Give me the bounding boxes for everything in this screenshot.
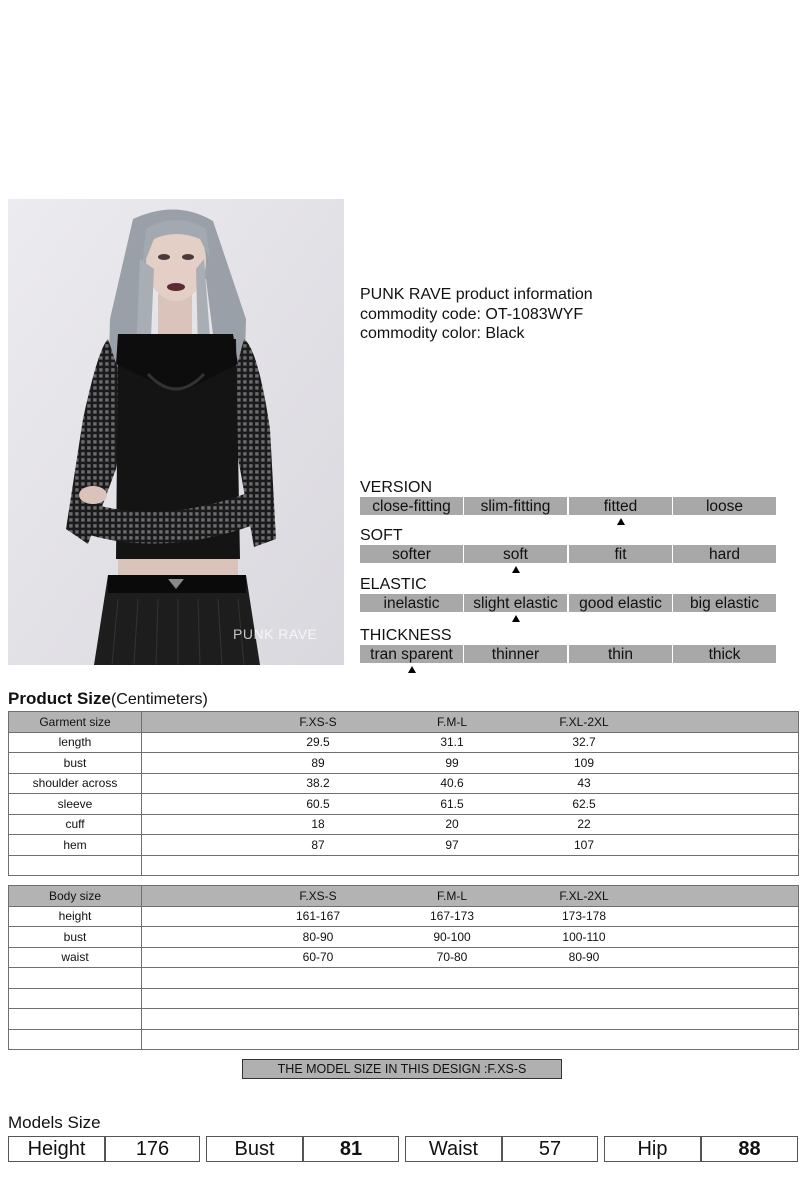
table-cell: 61.5 [440, 796, 464, 811]
info-color-line: commodity color: Black [360, 325, 525, 342]
row-label-cell: waist [9, 947, 142, 968]
attr-option: fitted [569, 497, 672, 515]
table-row [9, 814, 799, 835]
attr-option: softer [360, 545, 463, 563]
attr-option: big elastic [673, 594, 776, 612]
product-size-title [8, 689, 208, 709]
row-values-cell [142, 855, 799, 876]
row-values-cell [142, 773, 799, 794]
attr-elastic [360, 576, 759, 614]
attr-title: THICKNESS [360, 627, 452, 644]
table-cell: 38.2 [306, 776, 330, 791]
table-cell: 62.5 [572, 796, 596, 811]
attr-title: SOFT [360, 527, 403, 544]
column-header: F.XL-2XL [559, 714, 609, 729]
row-values-cell [142, 1029, 799, 1050]
table-cell: 32.7 [572, 735, 596, 750]
model-hip-value: 88 [701, 1136, 798, 1162]
row-values-cell [142, 968, 799, 989]
column-header: F.M-L [437, 714, 467, 729]
table-row [9, 773, 799, 794]
attr-option: close-fitting [360, 497, 463, 515]
table-cell: 60-70 [302, 950, 334, 965]
selected-marker [408, 666, 416, 673]
attr-version [360, 479, 744, 517]
row-label-cell [9, 988, 142, 1009]
column-header: F.XL-2XL [559, 888, 609, 903]
row-label-cell: hem [9, 835, 142, 856]
table-cell: 31.1 [440, 735, 464, 750]
attr-option: hard [673, 545, 776, 563]
table-cell: 60.5 [306, 796, 330, 811]
table-cell: 109 [573, 755, 595, 770]
table-cell: 29.5 [306, 735, 330, 750]
body-size-table [8, 885, 799, 1050]
row-label-cell [9, 855, 142, 876]
info-code-line: commodity code: OT-1083WYF [360, 305, 584, 323]
table-cell: 80-90 [302, 929, 334, 944]
table-cell: 20 [445, 817, 459, 832]
table-cell: 90-100 [433, 929, 471, 944]
selected-marker [617, 518, 625, 525]
product-info [360, 285, 593, 344]
table-row [9, 1009, 799, 1030]
attr-option: soft [464, 545, 567, 563]
row-values-cell [142, 947, 799, 968]
row-label-cell: length [9, 732, 142, 753]
row-values-cell [142, 988, 799, 1009]
table-cell: 161-167 [295, 909, 341, 924]
table-cell: 107 [573, 837, 595, 852]
attr-option: thinner [464, 645, 567, 663]
row-label-cell: bust [9, 753, 142, 774]
selected-marker [512, 615, 520, 622]
column-header: F.XS-S [299, 714, 337, 729]
photo-watermark: PUNK RAVE [233, 626, 318, 642]
column-header: F.XS-S [299, 888, 337, 903]
attr-option: slight elastic [464, 594, 567, 612]
product-size-heading: Product Size [8, 689, 111, 708]
model-hip-label: Hip [604, 1136, 701, 1162]
models-size-title: Models Size [8, 1113, 101, 1132]
table-cell: 70-80 [436, 950, 468, 965]
table-header-row [9, 712, 799, 733]
row-values-cell [142, 835, 799, 856]
row-label-cell: height [9, 906, 142, 927]
table-row [9, 906, 799, 927]
row-label-cell: bust [9, 927, 142, 948]
table-row [9, 794, 799, 815]
table-row [9, 732, 799, 753]
model-waist-value: 57 [502, 1136, 598, 1162]
garment-size-table [8, 711, 799, 876]
garment-table-body [9, 712, 799, 876]
table-row [9, 968, 799, 989]
attr-option: thick [673, 645, 776, 663]
row-label-cell [9, 1029, 142, 1050]
table-header-cell: Garment size [9, 712, 142, 733]
table-header-row [9, 886, 799, 907]
row-label-cell: shoulder across [9, 773, 142, 794]
row-values-cell [142, 794, 799, 815]
attr-title: VERSION [360, 479, 433, 496]
row-label-cell [9, 968, 142, 989]
table-row [9, 835, 799, 856]
product-photo [8, 199, 344, 665]
table-cell: 97 [445, 837, 459, 852]
table-cell: 80-90 [568, 950, 600, 965]
row-label-cell [9, 1009, 142, 1030]
model-size-banner: THE MODEL SIZE IN THIS DESIGN :F.XS-S [242, 1059, 562, 1079]
table-cell: 22 [577, 817, 591, 832]
row-values-cell [142, 927, 799, 948]
row-values-cell [142, 1009, 799, 1030]
attr-option: good elastic [569, 594, 672, 612]
attr-option: tran sparent [360, 645, 463, 663]
row-values-cell [142, 814, 799, 835]
table-cell: 89 [311, 755, 325, 770]
table-row [9, 753, 799, 774]
row-values-cell [142, 753, 799, 774]
product-size-unit: (Centimeters) [110, 691, 208, 708]
attr-option: slim-fitting [464, 497, 567, 515]
attr-thickness [360, 627, 741, 665]
table-row [9, 947, 799, 968]
model-bust-label: Bust [206, 1136, 303, 1162]
table-row [9, 988, 799, 1009]
row-label-cell: sleeve [9, 794, 142, 815]
table-header-cell: Body size [9, 886, 142, 907]
attr-option: thin [569, 645, 672, 663]
table-cell: 173-178 [561, 909, 607, 924]
row-values-cell [142, 732, 799, 753]
model-height-label: Height [8, 1136, 105, 1162]
table-cell: 99 [445, 755, 459, 770]
body-table-body [9, 886, 799, 1050]
table-cell: 43 [577, 776, 591, 791]
table-cell: 87 [311, 837, 325, 852]
table-row [9, 855, 799, 876]
attr-option: inelastic [360, 594, 463, 612]
row-values-cell [142, 712, 799, 733]
row-values-cell [142, 906, 799, 927]
attr-soft [360, 527, 741, 565]
table-cell: 100-110 [562, 929, 606, 944]
table-row [9, 927, 799, 948]
row-label-cell: cuff [9, 814, 142, 835]
row-values-cell [142, 886, 799, 907]
model-bust-value: 81 [303, 1136, 399, 1162]
column-header: F.M-L [437, 888, 467, 903]
table-cell: 167-173 [429, 909, 475, 924]
model-waist-label: Waist [405, 1136, 502, 1162]
attr-option: loose [673, 497, 776, 515]
table-cell: 18 [311, 817, 325, 832]
table-row [9, 1029, 799, 1050]
attr-title: ELASTIC [360, 576, 427, 593]
model-height-value: 176 [105, 1136, 200, 1162]
table-cell: 40.6 [440, 776, 464, 791]
attr-option: fit [569, 545, 672, 563]
selected-marker [512, 566, 520, 573]
info-brand-line: PUNK RAVE product information [360, 286, 593, 303]
